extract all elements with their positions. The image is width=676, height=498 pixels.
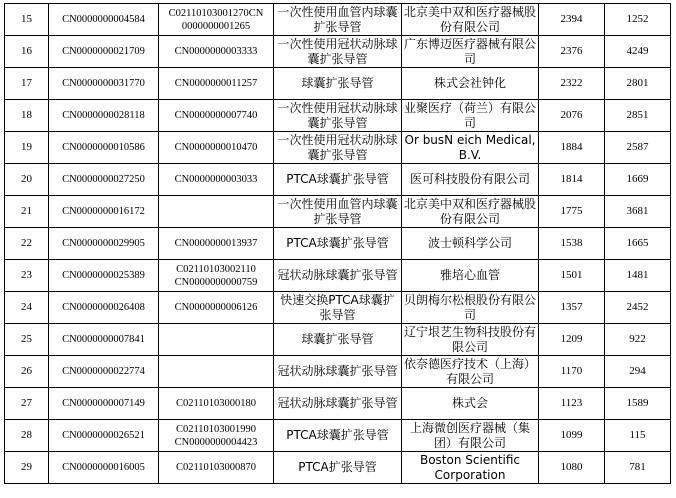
value1-cell: 1099 xyxy=(539,420,605,452)
code2-line: CN0000000013937 xyxy=(174,238,258,249)
code2-cell xyxy=(159,260,274,292)
table-row xyxy=(5,100,671,132)
company-cell: Boston Scientific Corporation xyxy=(402,452,539,484)
value2-cell: 2587 xyxy=(605,132,671,164)
product-name-cell: PTCA球囊扩张导管 xyxy=(274,420,402,452)
code1-cell: CN0000000007841 xyxy=(49,324,159,356)
table-row xyxy=(5,228,671,260)
code2-line: C02110103000180 xyxy=(175,398,257,409)
code2-cell xyxy=(159,292,274,324)
code1-cell: CN0000000026521 xyxy=(49,420,159,452)
value2-cell: 1669 xyxy=(605,164,671,196)
company-cell: 医可科技股份有限公司 xyxy=(402,164,539,196)
code2-line: CN0000000004423 xyxy=(174,436,258,448)
table-row xyxy=(5,292,671,324)
company-cell: 株式会 xyxy=(402,388,539,420)
product-name-cell: 一次性使用冠状动脉球囊扩张导管 xyxy=(274,100,402,132)
value1-cell: 2076 xyxy=(539,100,605,132)
value2-cell: 781 xyxy=(605,452,671,484)
row-number-cell: 26 xyxy=(5,356,49,388)
product-name-cell: PTCA扩张导管 xyxy=(274,452,402,484)
company-cell: 波士顿科学公司 xyxy=(402,228,539,260)
company-cell: 依奈德医疗技术（上海）有限公司 xyxy=(402,356,539,388)
value2-cell: 2801 xyxy=(605,68,671,100)
table-row xyxy=(5,388,671,420)
table-row xyxy=(5,324,671,356)
table-row xyxy=(5,132,671,164)
row-number-cell: 19 xyxy=(5,132,49,164)
value2-cell: 2452 xyxy=(605,292,671,324)
value1-cell: 1209 xyxy=(539,324,605,356)
row-number-cell: 22 xyxy=(5,228,49,260)
code2-line: CN0000000007740 xyxy=(174,110,258,121)
product-name-cell: 球囊扩张导管 xyxy=(274,324,402,356)
company-cell: 株式会社钟化 xyxy=(402,68,539,100)
product-name-cell: 快速交换PTCA球囊扩张导管 xyxy=(274,292,402,324)
row-number-cell: 21 xyxy=(5,196,49,228)
code1-cell: CN0000000022774 xyxy=(49,356,159,388)
value1-cell: 1538 xyxy=(539,228,605,260)
product-name-cell: 一次性使用血管内球囊扩张导管 xyxy=(274,4,402,36)
value1-cell: 1357 xyxy=(539,292,605,324)
code2-cell xyxy=(159,452,274,484)
company-cell: 北京美中双和医疗器械股份有限公司 xyxy=(402,4,539,36)
code1-cell: CN0000000025389 xyxy=(49,260,159,292)
code2-cell xyxy=(159,324,274,356)
table-row xyxy=(5,164,671,196)
code2-cell xyxy=(159,388,274,420)
table-row xyxy=(5,196,671,228)
product-name-cell: 冠状动脉球囊扩张导管 xyxy=(274,388,402,420)
table-row xyxy=(5,260,671,292)
product-name-cell: 冠状动脉球囊扩张导管 xyxy=(274,356,402,388)
value2-cell: 1481 xyxy=(605,260,671,292)
code2-cell xyxy=(159,164,274,196)
code1-cell: CN0000000028118 xyxy=(49,100,159,132)
code2-cell xyxy=(159,68,274,100)
table-row xyxy=(5,4,671,36)
company-cell: 业聚医疗（荷兰）有限公司 xyxy=(402,100,539,132)
code1-cell: CN0000000031770 xyxy=(49,68,159,100)
table-row xyxy=(5,356,671,388)
row-number-cell: 24 xyxy=(5,292,49,324)
code2-cell xyxy=(159,420,274,452)
company-cell: 广东博迈医疗器械有限公司 xyxy=(402,36,539,68)
code1-cell: CN0000000026408 xyxy=(49,292,159,324)
company-cell: Or busN eich Medical, B.V. xyxy=(402,132,539,164)
value1-cell: 1775 xyxy=(539,196,605,228)
row-number-cell: 16 xyxy=(5,36,49,68)
code2-line: CN0000000000759 xyxy=(174,276,258,288)
value2-cell: 1665 xyxy=(605,228,671,260)
code1-cell: CN0000000004584 xyxy=(49,4,159,36)
row-number-cell: 23 xyxy=(5,260,49,292)
value1-cell: 1123 xyxy=(539,388,605,420)
value1-cell: 2322 xyxy=(539,68,605,100)
row-number-cell: 20 xyxy=(5,164,49,196)
code2-cell xyxy=(159,132,274,164)
value1-cell: 1170 xyxy=(539,356,605,388)
code2-cell xyxy=(159,36,274,68)
code2-line: 0000000001265 xyxy=(181,20,251,32)
company-cell: 雅培心血管 xyxy=(402,260,539,292)
value2-cell: 1252 xyxy=(605,4,671,36)
code2-line: C02110103001270CN xyxy=(168,7,264,19)
code2-line: C02110103002110 xyxy=(176,263,256,275)
value1-cell: 1080 xyxy=(539,452,605,484)
value2-cell: 1589 xyxy=(605,388,671,420)
table-row xyxy=(5,420,671,452)
company-cell: 贝朗梅尔松根股份有限公司 xyxy=(402,292,539,324)
table-row xyxy=(5,452,671,484)
product-name-cell: PTCA球囊扩张导管 xyxy=(274,228,402,260)
product-name-cell: 冠状动脉球囊扩张导管 xyxy=(274,260,402,292)
data-table xyxy=(4,3,671,484)
code1-cell: CN0000000021709 xyxy=(49,36,159,68)
row-number-cell: 17 xyxy=(5,68,49,100)
code1-cell: CN0000000007149 xyxy=(49,388,159,420)
code2-cell xyxy=(159,100,274,132)
value2-cell: 922 xyxy=(605,324,671,356)
code2-line: C02110103001990 xyxy=(175,423,257,435)
code2-line: CN0000000011257 xyxy=(174,78,258,89)
product-name-cell: 一次性使用冠状动脉球囊扩张导管 xyxy=(274,36,402,68)
row-number-cell: 29 xyxy=(5,452,49,484)
company-cell: 辽宁垠艺生物科技股份有限公司 xyxy=(402,324,539,356)
code1-cell: CN0000000016005 xyxy=(49,452,159,484)
value2-cell: 4249 xyxy=(605,36,671,68)
code2-cell xyxy=(159,196,274,228)
value2-cell: 294 xyxy=(605,356,671,388)
company-cell: 北京美中双和医疗器械股份有限公司 xyxy=(402,196,539,228)
table-row xyxy=(5,68,671,100)
company-cell: 上海微创医疗器械（集团）有限公司 xyxy=(402,420,539,452)
product-name-cell: 球囊扩张导管 xyxy=(274,68,402,100)
table-body xyxy=(5,4,671,484)
value1-cell: 1814 xyxy=(539,164,605,196)
code1-cell: CN0000000027250 xyxy=(49,164,159,196)
code2-cell xyxy=(159,4,274,36)
row-number-cell: 28 xyxy=(5,420,49,452)
product-name-cell: PTCA球囊扩张导管 xyxy=(274,164,402,196)
code2-cell xyxy=(159,356,274,388)
value2-cell: 115 xyxy=(605,420,671,452)
code2-line: CN0000000010470 xyxy=(174,142,258,153)
code2-line: CN0000000003033 xyxy=(174,174,258,185)
product-name-cell: 一次性使用血管内球囊扩张导管 xyxy=(274,196,402,228)
table-row xyxy=(5,36,671,68)
code2-line: CN0000000006126 xyxy=(174,302,258,313)
code1-cell: CN0000000016172 xyxy=(49,196,159,228)
code2-cell xyxy=(159,228,274,260)
row-number-cell: 27 xyxy=(5,388,49,420)
value1-cell: 2376 xyxy=(539,36,605,68)
value1-cell: 2394 xyxy=(539,4,605,36)
row-number-cell: 25 xyxy=(5,324,49,356)
row-number-cell: 18 xyxy=(5,100,49,132)
value2-cell: 3681 xyxy=(605,196,671,228)
code1-cell: CN0000000029905 xyxy=(49,228,159,260)
product-name-cell: 一次性使用冠状动脉球囊扩张导管 xyxy=(274,132,402,164)
code2-line: CN0000000003333 xyxy=(174,46,258,57)
code2-line: C02110103000870 xyxy=(175,462,257,473)
value1-cell: 1884 xyxy=(539,132,605,164)
row-number-cell: 15 xyxy=(5,4,49,36)
code1-cell: CN0000000010586 xyxy=(49,132,159,164)
value2-cell: 2851 xyxy=(605,100,671,132)
value1-cell: 1501 xyxy=(539,260,605,292)
